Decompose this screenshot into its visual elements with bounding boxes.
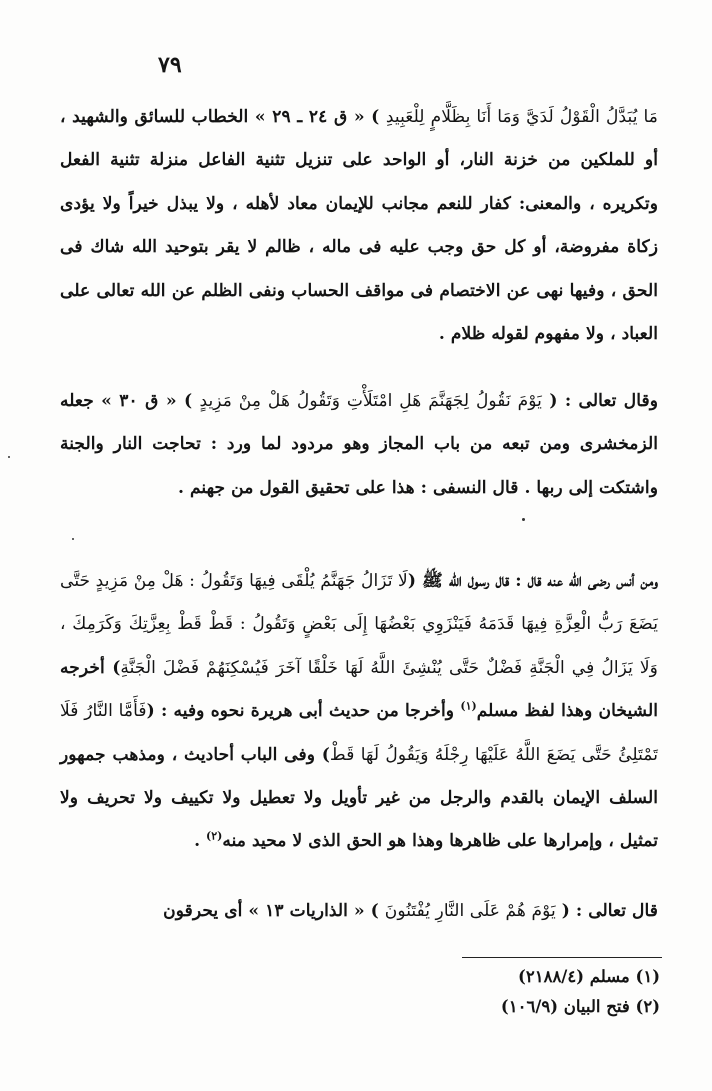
paragraph-text: وأخرجا من حديث أبى هريرة نحوه وفيه : ( [146,701,461,722]
page-number: ٧٩ [158,52,182,78]
paragraph-verse-commentary [60,96,658,356]
footnotes [420,962,660,1022]
footnote-divider [462,957,662,958]
hadith-text: فَأَمَّا النَّارُ فَلَا تَمْتَلِئُ حَتَّى يَضَعَ اللَّهُ عَلَيْهَا رِجْلَهُ وَيَقُولُ لَهَا قَطْ [60,701,658,765]
paragraph-text: ) وفى الباب أحاديث ، ومذهب جمهور السلف الإيمان بالقدم والرجل من غير تأويل ولا تعطيل ولا تكييف ولا تحريف ولا تمثيل ، وإمرارها على ظاهرها وهذا هو الحق الذى لا محيد منه [60,744,658,852]
paragraph-text: ) « الذاريات ١٣ » أى يحرقون [163,901,385,921]
paragraph-text: ) « ق ٣٠ » جعله الزمخشرى ومن تبعه من باب المجاز وهو مردود لما ورد : تحاجت النار والجنة واشتكت إلى ربها . قال النسفى : هذا على تحقيق القول من جهنم . [60,391,658,498]
paragraph-dhariyat-verse [60,890,658,933]
scan-speck [72,538,74,540]
hadith-text: لَا تَزَالُ جَهَنَّمُ يُلْقَى فِيهَا وَتَقُولُ : هَلْ مِنْ مَزِيدٍ حَتَّى يَضَعَ رَبُّ الْعِزَّةِ فِيهَا قَدَمَهُ فَيَنْزَوِي بَعْضُهَا إِلَى بَعْضٍ وَتَقُولُ : قَطْ قَطْ بِعِزَّتِكَ وَكَرَمِكَ ، وَلَا يَزَالُ فِي الْجَنَّةِ فَضْلٌ حَتَّى يُنْشِئَ اللَّهُ لَهَا خَلْقًا آخَرَ فَيُسْكِنَهُمْ فَضْلَ الْجَنَّةِ [60,571,658,678]
quran-verse: يَوْمَ نَقُولُ لِجَهَنَّمَ هَلِ امْتَلَأْتِ وَتَقُولُ هَلْ مِنْ مَزِيدٍ [199,391,542,411]
footnote-1: (١) مسلم (٢١٨٨/٤) [518,967,660,986]
paragraph-text: ) « ق ٢٤ ـ ٢٩ » الخطاب للسائق والشهيد ، أو للملكين من خزنة النار، أو الواحد على تنزيل تثنية الفاعل منزلة تثنية الفعل وتكريره ، والمعنى: كفار للنعم مجانب للإيمان معاد لأهله ، ولا يبذل خيراً ولا يؤدى زكاة مفروضة، أو كل حق وجب عليه فى ماله ، ظالم لا يقر بتوحيد الله شاك فى الحق ، وفيها نهى عن الاختصام فى مواقف الحساب ونفى الظلم عن الله تعالى على العباد ، ولا مفهوم لقوله ظلام . [60,107,658,345]
paragraph-text: ومن أنس رضى الله عنه قال : قال رسول الله ﷺ ( [407,571,658,591]
paragraph-text: . [194,831,207,852]
footnote-ref: (١) [460,699,477,713]
paragraph-hadith-anas [60,560,658,864]
paragraph-text: وقال تعالى : ( [541,391,659,411]
scan-speck [8,456,10,458]
quran-verse: مَا يُبَدَّلُ الْقَوْلُ لَدَيَّ وَمَا أَنَا بِظَلَّامٍ لِلْعَبِيدِ [385,107,658,127]
paragraph-text: ) أخرجه الشيخان وهذا لفظ مسلم [60,657,659,722]
paragraph-text: قال تعالى : ( [555,901,658,921]
scan-speck [522,518,525,521]
quran-verse: يَوْمَ هُمْ عَلَى النَّارِ يُفْتَنُونَ [384,901,556,921]
footnote-2: (٢) فتح البيان (١٠٦/٩) [500,997,660,1016]
footnote-ref: (٢) [206,829,223,843]
paragraph-jahannam-verse [60,380,658,510]
